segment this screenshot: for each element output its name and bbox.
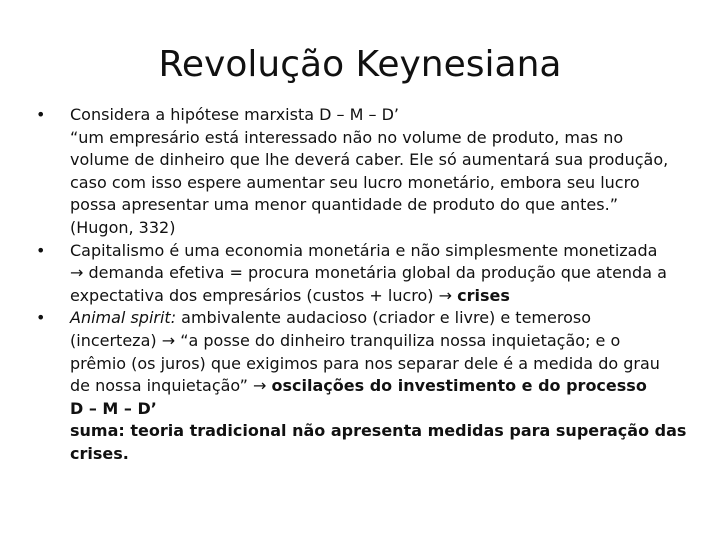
text-line: Considera a hipótese marxista D – M – D’ xyxy=(70,105,399,124)
bullet-item-2 xyxy=(36,240,696,308)
bullet-item-3 xyxy=(36,307,696,465)
text-line: volume de dinheiro que lhe deverá caber. Ele só aumentará sua produção, xyxy=(70,150,669,170)
slide-title: Revolução Keynesiana xyxy=(158,44,562,85)
bold-text-line: D – M – D’ xyxy=(70,398,157,418)
text-line: possa apresentar uma menor quantidade de produto do que antes.” xyxy=(70,195,618,215)
bold-text-crises: crises xyxy=(457,285,510,305)
text-line xyxy=(70,307,696,330)
text-segment: de nossa inquietação” → xyxy=(70,376,272,396)
text-line: “um empresário está interessado não no volume de produto, mas no xyxy=(70,127,624,147)
text-line: caso com isso espere aumentar seu lucro monetário, embora seu lucro xyxy=(70,172,640,192)
text-line: prêmio (os juros) que exigimos para nos separar dele é a medida do grau xyxy=(70,353,660,373)
text-line: (Hugon, 332) xyxy=(70,217,176,237)
text-segment: expectativa dos empresários (custos + lucro) → xyxy=(70,285,458,305)
italic-term: Animal spirit: xyxy=(70,308,177,328)
text-segment: ambivalente audacioso (criador e livre) e temeroso xyxy=(176,308,591,328)
bullet-item-1 xyxy=(36,104,696,240)
bullet-marker: • xyxy=(36,308,46,328)
bold-text-line: suma: teoria tradicional não apresenta medidas para superação das xyxy=(70,421,687,441)
bold-text-line: crises. xyxy=(70,443,129,463)
text-line: → demanda efetiva = procura monetária global da produção que atenda a xyxy=(70,263,667,283)
text-line xyxy=(70,285,696,308)
text-line: (incerteza) → “a posse do dinheiro tranquiliza nossa inquietação; e o xyxy=(70,330,621,350)
text-line xyxy=(70,375,696,398)
text-line: Capitalismo é uma economia monetária e não simplesmente monetizada xyxy=(70,240,658,260)
bullet-marker: • xyxy=(36,105,46,124)
bullet-list xyxy=(36,104,696,466)
bold-text-segment: oscilações do investimento e do processo xyxy=(271,376,647,396)
bullet-marker: • xyxy=(36,240,46,260)
